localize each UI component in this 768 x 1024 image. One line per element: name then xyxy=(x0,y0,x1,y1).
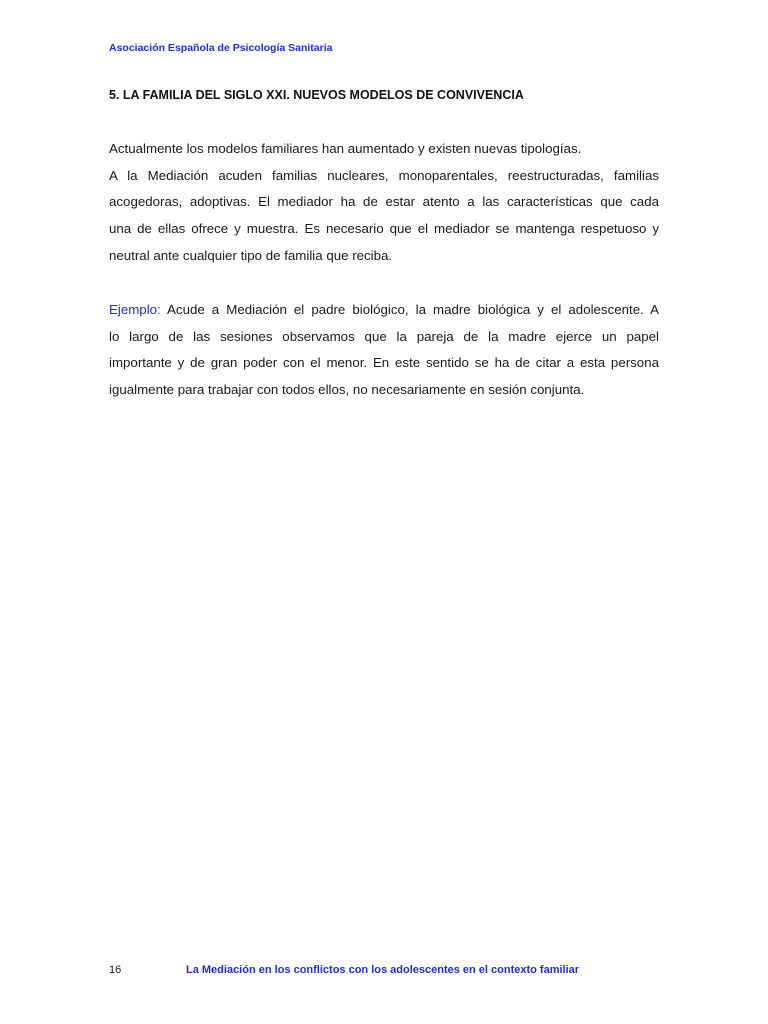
paragraph-line: lo largo de las sesiones observamos que la pareja de la madre ejerce un papel xyxy=(109,328,659,344)
running-footer: La Mediación en los conflictos con los adolescentes en el contexto familiar xyxy=(186,964,580,976)
paragraph-line: una de ellas ofrece y muestra. Es necesario que el mediador se mantenga respetuoso y xyxy=(109,221,659,237)
paragraph-line: igualmente para trabajar con todos ellos, no necesariamente en sesión conjunta. xyxy=(109,382,585,398)
example-label: Ejemplo: xyxy=(109,302,161,317)
example-text: Acude a Mediación el padre biológico, la madre biológica y el adolescente. A xyxy=(160,302,659,317)
paragraph-line: Actualmente los modelos familiares han aumentado y existen nuevas tipologías. xyxy=(109,141,582,156)
paragraph-intro xyxy=(109,136,659,270)
paragraph-line: A la Mediación acuden familias nucleares, monoparentales, reestructuradas, familias xyxy=(109,167,659,183)
running-header: Asociación Española de Psicología Sanitaria xyxy=(109,42,333,54)
section-heading: 5. LA FAMILIA DEL SIGLO XXI. NUEVOS MODELOS DE CONVIVENCIA xyxy=(109,88,524,102)
page-number: 16 xyxy=(109,964,122,976)
paragraph-line: importante y de gran poder con el menor. En este sentido se ha de citar a esta persona xyxy=(109,355,659,371)
paragraph-line: neutral ante cualquier tipo de familia que reciba. xyxy=(109,247,393,263)
paragraph-line: acogedoras, adoptivas. El mediador ha de estar atento a las características que cada xyxy=(109,194,659,210)
paragraph-line xyxy=(109,297,659,324)
paragraph-example xyxy=(109,297,659,404)
